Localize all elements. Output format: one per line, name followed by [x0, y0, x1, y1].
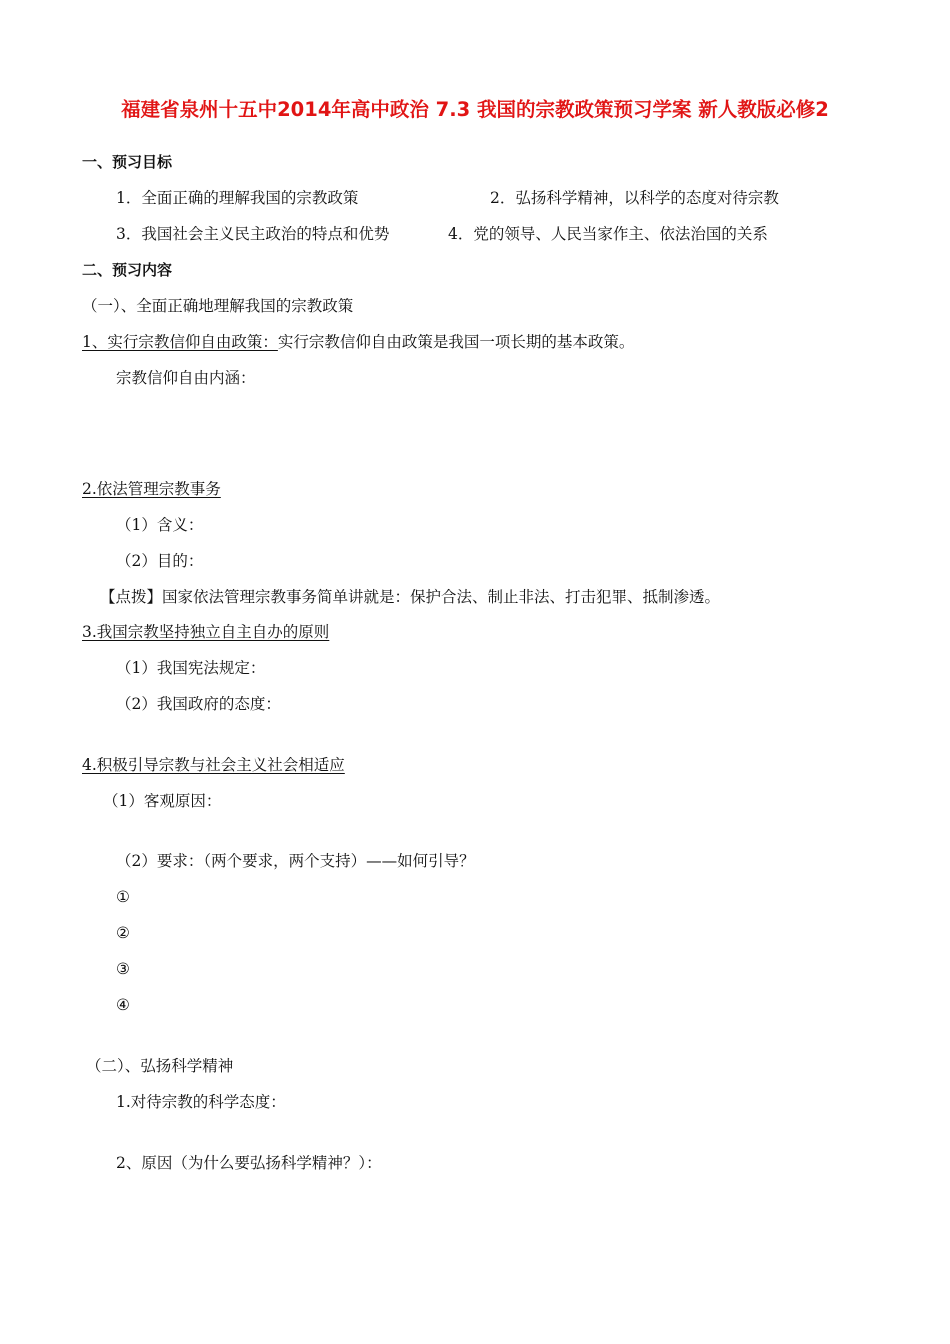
part2-heading: （二）、弘扬科学精神 — [86, 1057, 234, 1075]
item1-title: 1、实行宗教信仰自由政策： — [82, 333, 278, 351]
item1-text: 实行宗教信仰自由政策是我国一项长期的基本政策。 — [277, 333, 635, 351]
item4-title: 4.积极引导宗教与社会主义社会相适应 — [82, 756, 345, 774]
circle-item-2: ② — [116, 924, 130, 942]
item4-sub2: （2）要求：（两个要求，两个支持）——如何引导？ — [116, 852, 475, 870]
item2-sub2: （2）目的： — [116, 552, 204, 570]
circle-item-4: ④ — [116, 996, 130, 1014]
goal-1: 1．全面正确的理解我国的宗教政策 — [116, 189, 359, 207]
item3-title: 3.我国宗教坚持独立自主自办的原则 — [82, 623, 330, 641]
item3-sub1: （1）我国宪法规定： — [116, 659, 266, 677]
item1-sub: 宗教信仰自由内涵： — [116, 369, 256, 387]
item3-sub2: （2）我国政府的态度： — [116, 695, 281, 713]
item4-sub1: （1）客观原因： — [103, 792, 222, 810]
part1-heading: （一）、全面正确地理解我国的宗教政策 — [82, 297, 354, 315]
goal-2: 2．弘扬科学精神，以科学的态度对待宗教 — [490, 189, 779, 207]
section2-heading: 二、预习内容 — [82, 261, 173, 279]
part2-item1: 1.对待宗教的科学态度： — [116, 1093, 286, 1111]
item2-sub1: （1）含义： — [116, 516, 204, 534]
section1-heading: 一、预习目标 — [82, 153, 173, 171]
part2-item2: 2、原因（为什么要弘扬科学精神？）： — [116, 1154, 382, 1172]
tip-note: 【点拨】国家依法管理宗教事务简单讲就是：保护合法、制止非法、打击犯罪、抵制渗透。 — [100, 588, 721, 606]
goal-3: 3．我国社会主义民主政治的特点和优势 — [116, 225, 390, 243]
circle-item-1: ① — [116, 888, 130, 906]
item2-title: 2.依法管理宗教事务 — [82, 480, 221, 498]
goal-4: 4．党的领导、人民当家作主、依法治国的关系 — [448, 225, 768, 243]
document-title: 福建省泉州十五中2014年高中政治 7.3 我国的宗教政策预习学案 新人教版必修2 — [121, 98, 829, 121]
item1-line — [82, 332, 634, 352]
circle-item-3: ③ — [116, 960, 130, 978]
